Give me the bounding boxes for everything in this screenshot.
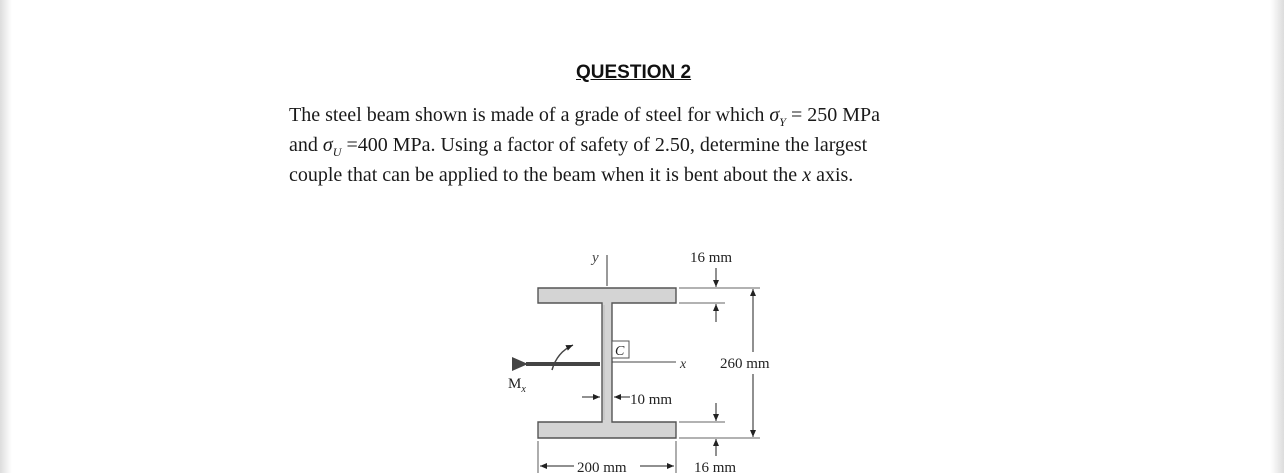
- dim-web-label: 10 mm: [630, 392, 673, 408]
- line1-text-b: = 250 MPa: [785, 104, 881, 126]
- y-axis-label: y: [592, 250, 599, 266]
- x-axis-label: x: [680, 357, 687, 372]
- sigma-symbol-2: σ: [322, 134, 333, 156]
- yield-subscript: Y: [779, 115, 786, 129]
- moment-curl-icon: [552, 345, 573, 370]
- line1-text-a: The steel beam shown is made of a grade of steel for which: [289, 104, 770, 126]
- line3-text-b: axis.: [811, 164, 854, 186]
- dim-depth-label: 260 mm: [720, 356, 770, 372]
- line2-text-a: and: [289, 134, 323, 156]
- moment-label: $M_x$: [508, 376, 526, 395]
- dim-flange-top-label: 16 mm: [690, 250, 733, 266]
- dim-flange-bottom-label: 16 mm: [694, 460, 737, 473]
- line2-text-b: =400 MPa. Using a factor of safety of 2.50, determine the largest: [341, 134, 868, 156]
- centroid-label: C: [615, 344, 625, 359]
- ultimate-subscript: U: [332, 145, 342, 159]
- question-title: QUESTION 2: [576, 62, 692, 83]
- sigma-symbol: σ: [769, 104, 780, 126]
- x-axis-variable: x: [802, 164, 812, 186]
- dim-width-label: 200 mm: [577, 460, 627, 473]
- line3-text-a: couple that can be applied to the beam when it is bent about the: [289, 164, 803, 186]
